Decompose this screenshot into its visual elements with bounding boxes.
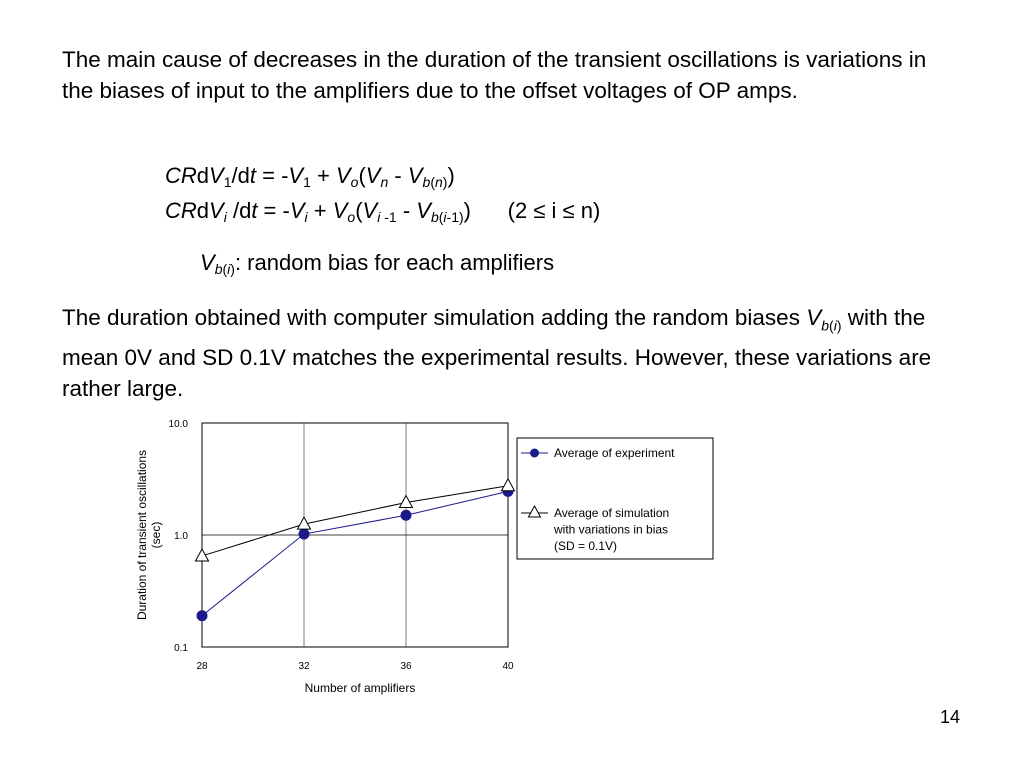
legend-marker-experiment	[530, 449, 539, 458]
y-tick-label: 10.0	[168, 419, 188, 430]
legend-label-simulation: Average of simulation	[554, 506, 670, 520]
results-paragraph: The duration obtained with computer simulation adding the random biases $V_{b(i)}$ with the mean 0V and SD 0.1V matches the experimental results. However, these variations are rather large.	[62, 305, 932, 401]
y-axis-title: (sec)	[149, 521, 163, 549]
results-text-end: with the mean 0V and SD 0.1V matches the experimental results. However, these variations are rather large.	[62, 305, 932, 401]
equation-ith-amplifier: CRdV$_i$ $/dt = -V_i + V_o(V_i$ $_{-1} - V_{b(i-1)}$) (2 ≤ i ≤ n)	[165, 198, 601, 225]
experiment-point	[299, 529, 309, 539]
legend-label-experiment: Average of experiment	[554, 446, 675, 460]
experiment-point	[197, 611, 207, 621]
intro-paragraph: The main cause of decreases in the duration of the transient oscillations is variations in the biases of input to the amplifiers due to the offset voltages of OP amps.	[62, 47, 927, 103]
equation-condition: (2 ≤ i ≤ n)	[507, 198, 601, 223]
x-axis-title: Number of amplifiers	[304, 681, 416, 695]
x-tick-label: 36	[400, 661, 412, 672]
legend-label-simulation: with variations in bias	[554, 522, 669, 537]
page-number: 14	[940, 707, 961, 727]
x-tick-label: 28	[196, 661, 208, 672]
x-tick-label: 32	[298, 661, 310, 672]
y-axis-title: Duration of transient oscillations	[135, 449, 149, 621]
y-tick-label: 1.0	[174, 531, 188, 542]
y-tick-label: 0.1	[174, 643, 188, 654]
results-text-start: The duration obtained with computer simulation adding the random biases	[62, 305, 807, 330]
equation-first-amplifier: CRdV$_1$/dt = $-V_1 + V_o(V_n - V_{b(n)})$	[165, 163, 455, 190]
experiment-point	[401, 510, 411, 520]
bias-definition: $V_{b(i)}$: random bias for each amplifiers	[200, 250, 555, 277]
duration-chart	[120, 410, 720, 700]
x-tick-label: 40	[502, 661, 514, 672]
legend-label-simulation: (SD = 0.1V)	[554, 539, 618, 553]
bias-definition-text: : random bias for each amplifiers	[234, 250, 555, 275]
